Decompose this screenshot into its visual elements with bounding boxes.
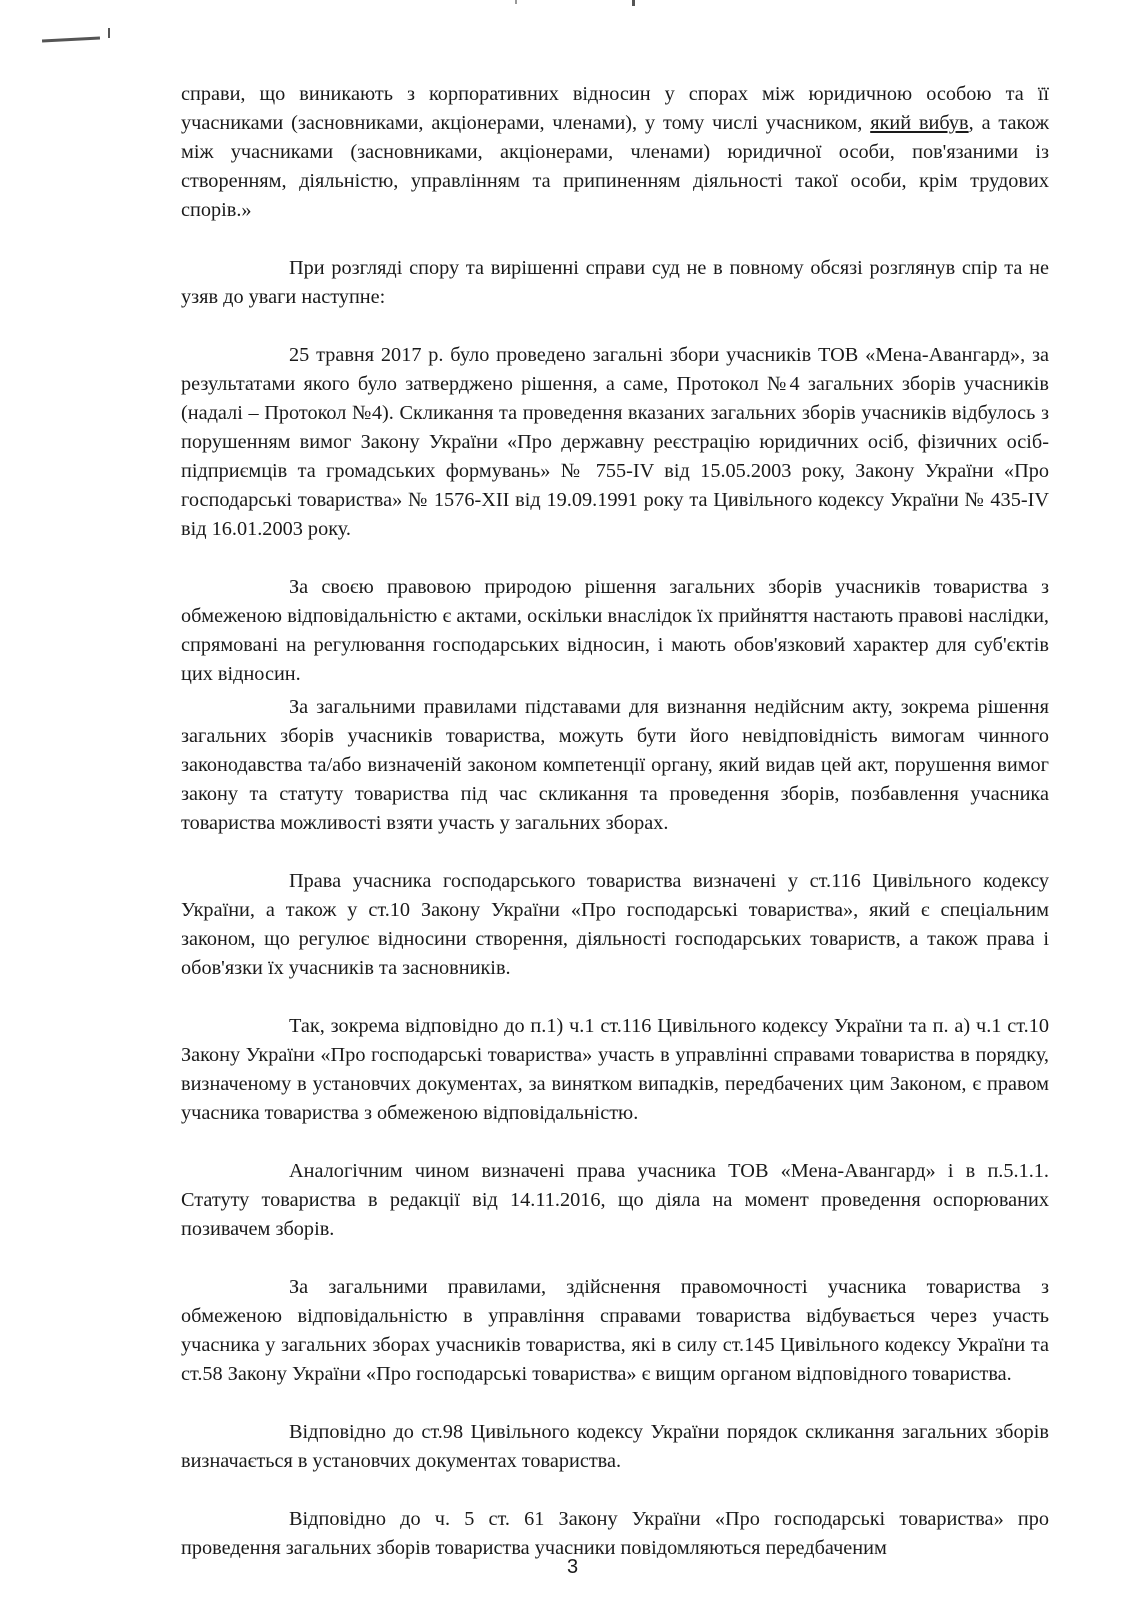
paragraph-10: Відповідно до ст.98 Цивільного кодексу України порядок скликання загальних зборів визначається в установчих документах товариства. <box>181 1421 1049 1472</box>
paragraph-3: 25 травня 2017 р. було проведено загальні збори учасників ТОВ «Мена-Авангард», за результатами якого було затверджено рішення, а саме, Протокол №4 загальних зборів учасників (надалі – Протокол №4). Скликання та проведення вказаних загальних зборів учасників відбулось з порушенням вимог Закону України «Про державну реєстрацію юридичних осіб, фізичних осіб-підприємців та громадських формувань» № 755-IV від 15.05.2003 року, Закону України «Про господарські товариства» № 1576-XII від 19.09.1991 року та Цивільного кодексу України № 435-IV від 16.01.2003 року. <box>181 344 1049 540</box>
paragraph-1 <box>181 80 1049 225</box>
paragraph-5: За загальними правилами підставами для визнання недійсним акту, зокрема рішення загальних зборів учасників товариства, можуть бути його невідповідність вимогам чинного законодавства та/або визначеній законом компетенції органу, який видав цей акт, порушення вимог закону та статуту товариства під час скликання та проведення зборів, позбавлення учасника товариства можливості взяти участь у загальних зборах. <box>181 696 1049 834</box>
document-body <box>181 80 1049 1563</box>
paragraph-4: За своєю правовою природою рішення загальних зборів учасників товариства з обмеженою відповідальністю є актами, оскільки внаслідок їх прийняття настають правові наслідки, спрямовані на регулювання господарських відносин, і мають обов'язковий характер для суб'єктів цих відносин. <box>181 576 1049 685</box>
paragraph-6: Права учасника господарського товариства визначені у ст.116 Цивільного кодексу України, а також у ст.10 Закону України «Про господарські товариства», який є спеціальним законом, що регулює відносини створення, діяльності господарських товариств, а також права і обов'язки їх учасників та засновників. <box>181 870 1049 979</box>
paragraph-1-text-end: , а також між учасниками (засновниками, акціонерами, членами) юридичної особи, пов'язаними із створенням, діяльністю, управлінням та припиненням діяльності такої особи, крім трудових спорів.» <box>181 112 1049 221</box>
page-number: 3 <box>566 1556 579 1578</box>
paragraph-8: Аналогічним чином визначені права учасника ТОВ «Мена-Авангард» і в п.5.1.1. Статуту товариства в редакції від 14.11.2016, що діяла на момент проведення оспорюваних позивачем зборів. <box>181 1160 1049 1240</box>
scan-mark <box>42 36 100 42</box>
underlined-phrase: який вибув <box>870 112 969 134</box>
scan-mark <box>108 28 110 38</box>
paragraph-11: Відповідно до ч. 5 ст. 61 Закону України «Про господарські товариства» про проведення загальних зборів товариства учасники повідомляються передбаченим <box>181 1508 1049 1559</box>
paragraph-7: Так, зокрема відповідно до п.1) ч.1 ст.116 Цивільного кодексу України та п. а) ч.1 ст.10 Закону України «Про господарські товариства» участь в управлінні справами товариства в порядку, визначеному в установчих документах, за винятком випадків, передбачених цим Законом, є правом учасника товариства з обмеженою відповідальністю. <box>181 1015 1049 1124</box>
scan-mark <box>632 0 635 6</box>
paragraph-2: При розгляді спору та вирішенні справи суд не в повному обсязі розглянув спір та не узяв до уваги наступне: <box>181 257 1049 308</box>
paragraph-9: За загальними правилами, здійснення правомочності учасника товариства з обмеженою відповідальністю в управління справами товариства відбувається через участь учасника у загальних зборах учасників товариства, які в силу ст.145 Цивільного кодексу України та ст.58 Закону України «Про господарські товариства» є вищим органом відповідного товариства. <box>181 1276 1049 1385</box>
scan-mark <box>515 0 517 4</box>
paragraph-1-text: справи, що виникають з корпоративних відносин у спорах між юридичною особою та її учасниками (засновниками, акціонерами, членами), у тому числі учасником, <box>181 83 1049 134</box>
